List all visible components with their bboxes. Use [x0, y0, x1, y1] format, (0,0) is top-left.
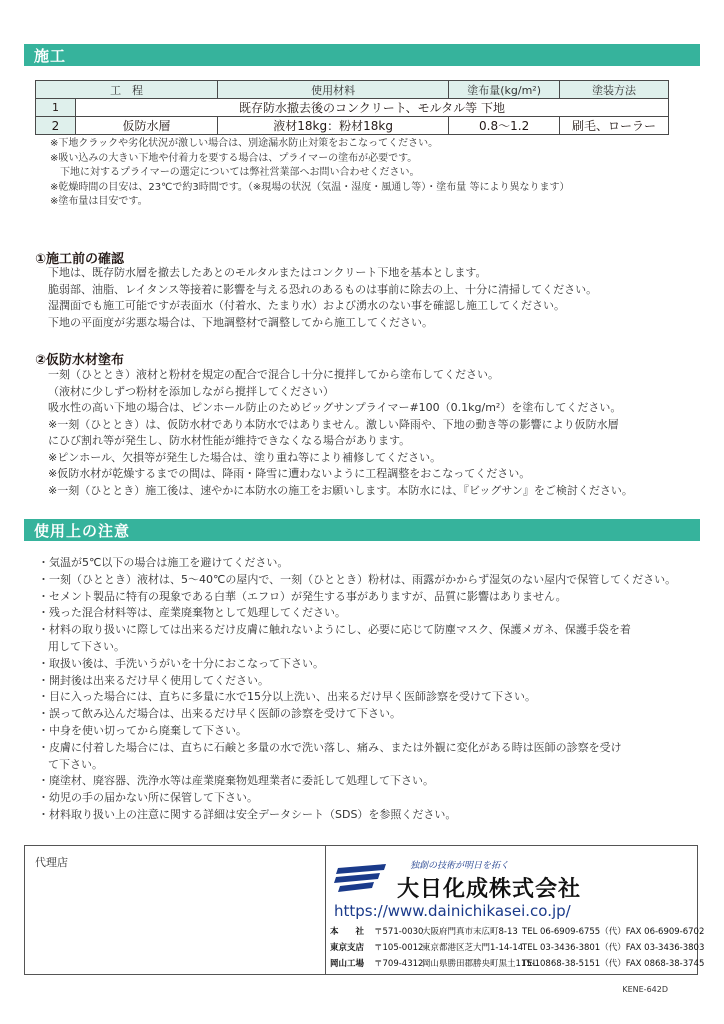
- header-material: 使用材料: [218, 81, 449, 99]
- construction-table: [35, 80, 669, 135]
- table-notes: [50, 137, 569, 210]
- header-amount: 塗布量(kg/m²): [449, 81, 560, 99]
- company-url-link[interactable]: https://www.dainichikasei.co.jp/: [334, 902, 571, 920]
- header-process: 工 程: [36, 81, 218, 99]
- table-header-row: [36, 81, 669, 99]
- list-item: ・材料取り扱い上の注意に関する詳細は安全データシート（SDS）を参照ください。: [38, 807, 457, 821]
- row-amount: 0.8〜1.2: [449, 117, 560, 135]
- row-process: 仮防水層: [76, 117, 218, 135]
- text-line: 下地の平面度が劣悪な場合は、下地調整材で調整してから施工してください。: [48, 315, 433, 329]
- note-line: 下地に対するプライマーの選定については弊社営業部へお問い合わせください。: [50, 167, 420, 178]
- note-line: ※吸い込みの大きい下地や付着力を要する場合は、プライマーの塗布が必要です。: [50, 152, 418, 164]
- text-line: （液材に少しずつ粉材を添加しながら撹拌してください）: [48, 384, 334, 398]
- table-row: [36, 99, 669, 117]
- text-line: 脆弱部、油脂、レイタンス等接着に影響を与える恐れのあるものは事前に除去の上、十分に清掃してください。: [48, 282, 598, 296]
- list-item: ・皮膚に付着した場合には、直ちに石鹸と多量の水で洗い落し、痛み、または外観に変化がある時は医師の診察を受け: [38, 740, 622, 754]
- row-number: 2: [36, 117, 76, 135]
- list-item: ・気温が5℃以下の場合は施工を避けてください。: [38, 556, 289, 569]
- temp-waterproof-text: [48, 367, 633, 499]
- office-zip: 〒709-4312: [374, 959, 424, 969]
- list-item: ・一刻（ひととき）液材は、5〜40℃の屋内で、一刻（ひととき）粉材は、雨露がかからず湿気のない屋内で保管してください。: [38, 572, 677, 586]
- header-method: 塗装方法: [560, 81, 669, 99]
- agent-label: 代理店: [35, 856, 68, 869]
- office-address: 岡山県勝田郡勝央町黒土115-1: [422, 959, 541, 969]
- list-item: ・目に入った場合には、直ちに多量に水で15分以上洗い、出来るだけ早く医師診察を受けて下さい。: [38, 690, 536, 704]
- pre-check-heading: ①施工前の確認: [35, 252, 125, 267]
- list-item: ・中身を使い切ってから廃棄して下さい。: [38, 723, 247, 737]
- text-line: 一刻（ひととき）液材と粉材を規定の配合で混合し十分に撹拌してから塗布してください。: [48, 368, 499, 381]
- list-item: ・廃塗材、廃容器、洗浄水等は産業廃棄物処理業者に委託して処理して下さい。: [38, 774, 434, 788]
- list-item: ・残った混合材料等は、産業廃棄物として処理してください。: [38, 606, 346, 620]
- cautions-list: [38, 555, 678, 824]
- text-line: 下地は、既存防水層を撤去したあとのモルタルまたはコンクリート下地を基本とします。: [48, 266, 487, 279]
- list-item: ・開封後は出来るだけ早く使用してください。: [38, 673, 269, 687]
- section-header-cautions: [24, 519, 700, 541]
- office-tel: TEL 03-3436-3801（代）FAX 03-3436-3803: [522, 943, 705, 953]
- office-tel: TEL 0868-38-5151（代）FAX 0868-38-3745: [522, 959, 705, 969]
- note-line: ※下地クラックや劣化状況が激しい場合は、別途漏水防止対策をおこなってください。: [50, 138, 439, 149]
- text-line: ※ピンホール、欠損等が発生した場合は、塗り重ね等により補修してください。: [48, 450, 442, 464]
- office-name: 東京支店: [330, 943, 365, 953]
- section-header-construction: [24, 44, 700, 66]
- list-item: ・材料の取り扱いに際しては出来るだけ皮膚に触れないようにし、必要に応じて防塵マスク、保護メガネ、保護手袋を着: [38, 623, 631, 637]
- note-line: ※塗布量は目安です。: [50, 196, 148, 207]
- section-title: 施工: [34, 47, 67, 65]
- office-zip: 〒105-0012: [374, 943, 424, 953]
- office-tel: TEL 06-6909-6755（代）FAX 06-6909-6702: [522, 927, 705, 937]
- pre-check-text: [48, 265, 597, 331]
- document-code: KENE-642D: [622, 985, 668, 994]
- row-material: 液材18kg：粉材18kg: [218, 117, 449, 135]
- text-line: ※一刻（ひととき）は、仮防水材であり本防水ではありません。激しい降雨や、下地の動き等の影響により仮防水層: [48, 417, 619, 431]
- text-line: ※仮防水材が乾燥するまでの間は、降雨・降雪に遭わないように工程調整をおこなってください。: [48, 467, 531, 480]
- divider: [325, 846, 326, 974]
- office-zip: 〒571-0030: [374, 927, 424, 937]
- text-line: ※一刻（ひととき）施工後は、速やかに本防水の施工をお願いします。本防水には、『ビッグサン』をご検討ください。: [48, 483, 633, 497]
- list-item: ・誤って飲み込んだ場合は、出来るだけ早く医師の診察を受けて下さい。: [38, 707, 401, 721]
- table-row: [36, 117, 669, 135]
- temp-waterproof-heading: ②仮防水材塗布: [35, 353, 125, 368]
- list-item-continuation: 用して下さい。: [48, 639, 125, 653]
- office-address: 大阪府門真市末広町8-13: [422, 927, 518, 937]
- list-item: ・セメント製品に特有の現象である白華（エフロ）が発生する事がありますが、品質に影響はありません。: [38, 589, 567, 603]
- list-item: ・幼児の手の届かない所に保管して下さい。: [38, 791, 258, 805]
- company-logo-icon: [334, 862, 390, 894]
- row-method: 刷毛、ローラー: [560, 117, 669, 135]
- list-item: ・取扱い後は、手洗いうがいを十分におこなって下さい。: [38, 656, 324, 670]
- office-name: 本 社: [330, 927, 365, 937]
- list-item-continuation: て下さい。: [48, 757, 103, 771]
- text-line: 湿潤面でも施工可能ですが表面水（付着水、たまり水）および湧水のない事を確認し施工してください。: [48, 299, 565, 312]
- office-name: 岡山工場: [330, 959, 365, 969]
- text-line: にひび割れ等が発生し、防水材性能が維持できなくなる場合があります。: [48, 434, 411, 447]
- office-address: 東京都港区芝大門1-14-14: [422, 943, 524, 953]
- company-tagline: 独創の技術が明日を拓く: [410, 861, 510, 871]
- section-title: 使用上の注意: [34, 522, 131, 540]
- row-number: 1: [36, 99, 76, 117]
- text-line: 吸水性の高い下地の場合は、ピンホール防止のためビッグサンプライマー#100（0.1kg/m²）を塗布してください。: [48, 401, 622, 414]
- note-line: ※乾燥時間の目安は、23℃で約3時間です。（※現場の状況（気温・湿度・風通し等）・塗布量 等により異なります）: [50, 181, 570, 193]
- company-name: 大日化成株式会社: [397, 877, 582, 902]
- row-base-description: 既存防水撤去後のコンクリート、モルタル等 下地: [76, 99, 669, 117]
